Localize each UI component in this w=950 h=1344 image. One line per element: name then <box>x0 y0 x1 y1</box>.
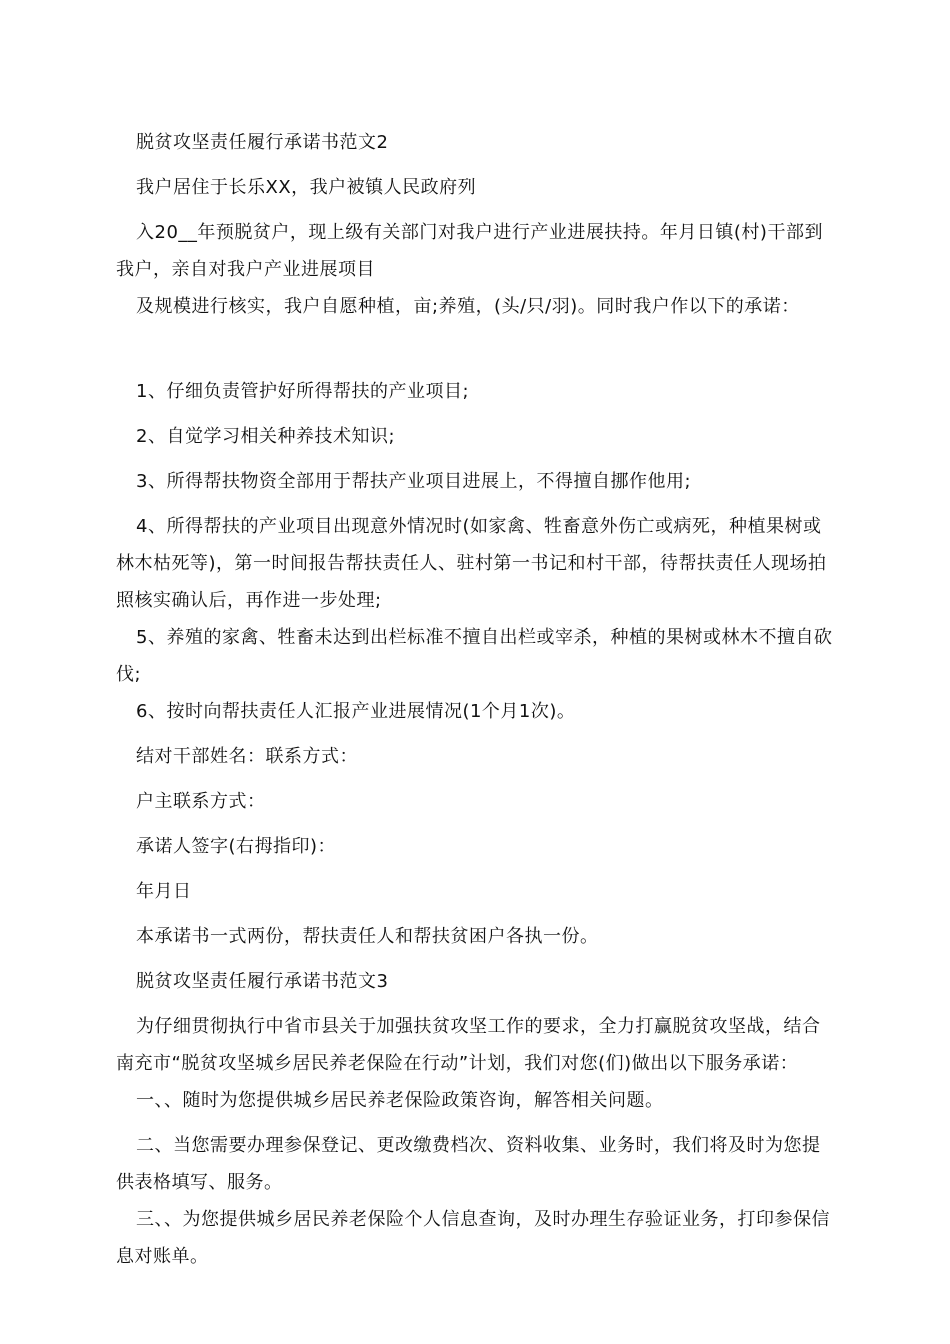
section3-title: 脱贫攻坚责任履行承诺书范文3 <box>136 971 389 992</box>
document-content <box>116 124 836 1275</box>
section2-intro-1: 我户居住于长乐XX，我户被镇人民政府列 <box>136 177 477 198</box>
service-item-1: 一、、随时为您提供城乡居民养老保险政策咨询，解答相关问题。 <box>136 1090 664 1111</box>
date-line: 年月日 <box>136 881 192 902</box>
cadre-contact-line: 结对干部姓名：联系方式： <box>136 746 358 767</box>
commitment-item-2: 2、自觉学习相关种养技术知识; <box>136 426 396 447</box>
commitment-item-3: 3、所得帮扶物资全部用于帮扶产业项目进展上，不得擅自挪作他用; <box>136 471 692 492</box>
service-item-2: 二、当您需要办理参保登记、更改缴费档次、资料收集、业务时，我们将及时为您提供表格填写、服务。 <box>116 1135 821 1193</box>
commitment-item-5: 5、养殖的家禽、牲畜未达到出栏标准不擅自出栏或宰杀，种植的果树或林木不擅自砍伐; <box>116 627 833 685</box>
householder-contact-line: 户主联系方式： <box>136 791 266 812</box>
commitment-item-6: 6、按时向帮扶责任人汇报产业进展情况(1个月1次)。 <box>136 701 576 722</box>
section3-intro: 为仔细贯彻执行中省市县关于加强扶贫攻坚工作的要求，全力打赢脱贫攻坚战，结合南充市“脱贫攻坚城乡居民养老保险在行动”计划，我们对您(们)做出以下服务承诺： <box>116 1016 821 1074</box>
commitment-item-4: 4、所得帮扶的产业项目出现意外情况时(如家禽、牲畜意外伤亡或病死，种植果树或林木枯死等)，第一时间报告帮扶责任人、驻村第一书记和村干部，待帮扶责任人现场拍照核实确认后，再作进一步处理; <box>116 516 827 611</box>
signature-line: 承诺人签字(右拇指印)： <box>136 836 337 857</box>
section2-intro-3: 及规模进行核实，我户自愿种植，亩;养殖，(头/只/羽)。同时我户作以下的承诺： <box>136 296 800 317</box>
section2-intro-2: 入20__年预脱贫户，现上级有关部门对我户进行产业进展扶持。年月日镇(村)干部到我户，亲自对我户产业进展项目 <box>116 222 823 280</box>
copies-note: 本承诺书一式两份，帮扶责任人和帮扶贫困户各执一份。 <box>136 926 599 947</box>
paragraph-gap <box>116 339 836 373</box>
section2-title: 脱贫攻坚责任履行承诺书范文2 <box>136 132 389 153</box>
service-item-3: 三、、为您提供城乡居民养老保险个人信息查询，及时办理生存验证业务，打印参保信息对账单。 <box>116 1209 830 1267</box>
commitment-item-1: 1、仔细负责管护好所得帮扶的产业项目; <box>136 381 470 402</box>
